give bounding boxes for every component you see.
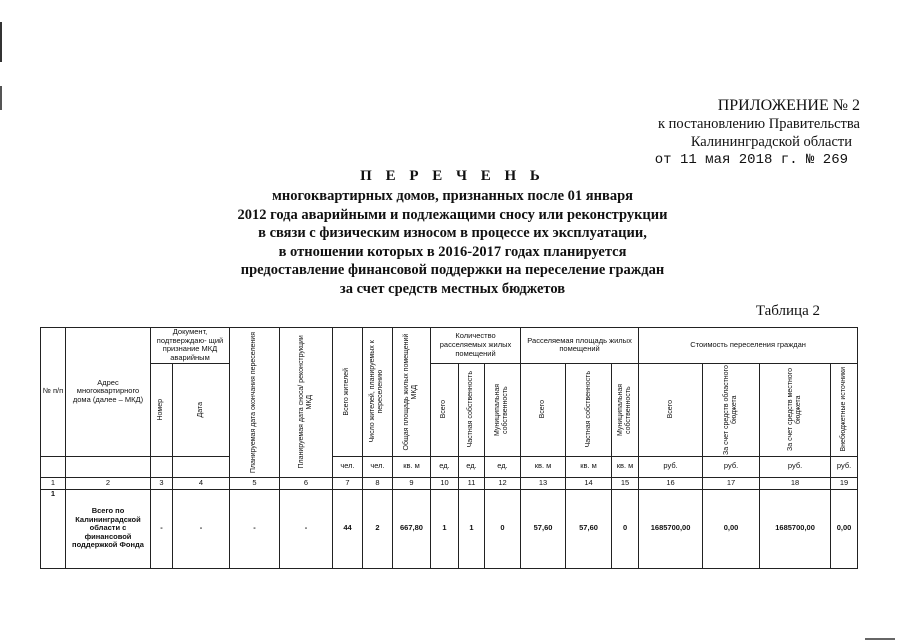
header-doc-date: Дата: [173, 363, 230, 456]
header-rooms-municipal: Муниципальная собственность: [485, 363, 521, 456]
cell-cost-extrabudget: 0,00: [831, 489, 858, 568]
unit-residents-planned: чел.: [363, 456, 393, 477]
title-line: предоставление финансовой поддержки на переселение граждан: [240, 262, 665, 278]
column-number: 8: [363, 477, 393, 489]
column-number: 18: [760, 477, 831, 489]
unit-cost-regional: руб.: [703, 456, 760, 477]
header-total-area: Общая площадь жилых помещений МКД: [393, 328, 431, 457]
column-number: 16: [639, 477, 703, 489]
unit-cell: [41, 456, 66, 477]
title-line: за счет средств местных бюджетов: [339, 280, 566, 297]
cell-area-total: 57,60: [521, 489, 566, 568]
unit-area-total: кв. м: [521, 456, 566, 477]
column-number: 19: [831, 477, 858, 489]
unit-residents-total: чел.: [333, 456, 363, 477]
column-number: 3: [151, 477, 173, 489]
column-number: 12: [485, 477, 521, 489]
column-number: 15: [612, 477, 639, 489]
cell-area-private: 57,60: [566, 489, 612, 568]
unit-rooms-total: ед.: [431, 456, 459, 477]
column-number: 4: [173, 477, 230, 489]
header-planned-demolition: Планируемая дата сноса/ реконструкции МКД: [280, 328, 333, 478]
column-number: 13: [521, 477, 566, 489]
unit-cost-total: руб.: [639, 456, 703, 477]
appendix-block: [655, 97, 860, 169]
column-number: 1: [41, 477, 66, 489]
header-address: Адрес многоквартирного дома (далее – МКД): [66, 328, 151, 457]
appendix-line: Калининградской области: [690, 134, 852, 150]
cell-doc-number: -: [151, 489, 173, 568]
cell-num: 1: [41, 489, 66, 568]
cell-cost-regional: 0,00: [703, 489, 760, 568]
header-cost-extrabudget: Внебюджетные источники: [831, 363, 858, 456]
column-number: 6: [280, 477, 333, 489]
header-area-municipal: Муниципальная собственность: [612, 363, 639, 456]
title-heading: П Е Р Е Ч Е Н Ь: [360, 168, 545, 184]
unit-area-private: кв. м: [566, 456, 612, 477]
title-line: многоквартирных домов, признанных после 01 января: [272, 188, 633, 204]
unit-cost-extrabudget: руб.: [831, 456, 858, 477]
column-number: 7: [333, 477, 363, 489]
title-line: в отношении которых в 2016-2017 годах планируется: [278, 243, 627, 260]
column-number: 17: [703, 477, 760, 489]
unit-total-area: кв. м: [393, 456, 431, 477]
cell-rooms-municipal: 0: [485, 489, 521, 568]
unit-cell: [151, 456, 173, 477]
header-cost-local: За счет средств местного бюджета: [760, 363, 831, 456]
header-cost-regional: За счет средств областного бюджета: [703, 363, 760, 456]
cell-doc-date: -: [173, 489, 230, 568]
appendix-line: к постановлению Правительства: [658, 116, 860, 132]
header-num: № п/п: [41, 328, 66, 457]
header-doc-number: Номер: [151, 363, 173, 456]
header-area-total: Всего: [521, 363, 566, 456]
table-label: Таблица 2: [755, 303, 820, 319]
column-number: 10: [431, 477, 459, 489]
column-number: 5: [230, 477, 280, 489]
cell-cost-total: 1685700,00: [639, 489, 703, 568]
cell-planned-resettle-end: -: [230, 489, 280, 568]
scan-edge-mark: [0, 86, 2, 110]
cell-residents-planned: 2: [363, 489, 393, 568]
document-title: [0, 168, 905, 298]
cell-rooms-private: 1: [459, 489, 485, 568]
column-number: 9: [393, 477, 431, 489]
unit-cost-local: руб.: [760, 456, 831, 477]
column-number: 14: [566, 477, 612, 489]
column-numbers-row: [41, 477, 858, 489]
header-planned-resettle-end: Планируемая дата окончания переселения: [230, 328, 280, 478]
cell-rooms-total: 1: [431, 489, 459, 568]
header-rooms-private: Частная собственность: [459, 363, 485, 456]
cell-cost-local: 1685700,00: [760, 489, 831, 568]
appendix-date: от 11 мая 2018 г. № 269: [654, 152, 848, 168]
unit-area-municipal: кв. м: [612, 456, 639, 477]
title-line: 2012 года аварийными и подлежащими сносу или реконструкции: [237, 206, 668, 223]
unit-rooms-municipal: ед.: [485, 456, 521, 477]
header-residents-planned: Число жителей, планируемых к переселению: [363, 328, 393, 457]
header-rooms-total: Всего: [431, 363, 459, 456]
header-area-private: Частная собственность: [566, 363, 612, 456]
header-area-group: Расселяемая площадь жилых помещений: [521, 328, 639, 364]
title-line: в связи с физическим износом в процессе их эксплуатации,: [258, 225, 647, 241]
table-row: [41, 489, 858, 568]
unit-cell: [173, 456, 230, 477]
cell-total-area: 667,80: [393, 489, 431, 568]
column-number: 11: [459, 477, 485, 489]
unit-rooms-private: ед.: [459, 456, 485, 477]
scan-edge-mark: [0, 22, 2, 62]
header-rooms-group: Количество расселяемых жилых помещений: [431, 328, 521, 364]
column-number: 2: [66, 477, 151, 489]
header-document: Документ, подтверждаю- щий признание МКД аварийным: [151, 328, 230, 364]
cell-area-municipal: 0: [612, 489, 639, 568]
header-cost-group: Стоимость переселения граждан: [639, 328, 858, 364]
cell-planned-demolition: -: [280, 489, 333, 568]
resettlement-table: [40, 327, 858, 569]
cell-address: Всего по Калининградской области с финансовой поддержкой Фонда: [66, 489, 151, 568]
header-cost-total: Всего: [639, 363, 703, 456]
header-residents-total: Всего жителей: [333, 328, 363, 457]
unit-cell: [66, 456, 151, 477]
appendix-title: ПРИЛОЖЕНИЕ № 2: [717, 97, 860, 114]
cell-residents-total: 44: [333, 489, 363, 568]
